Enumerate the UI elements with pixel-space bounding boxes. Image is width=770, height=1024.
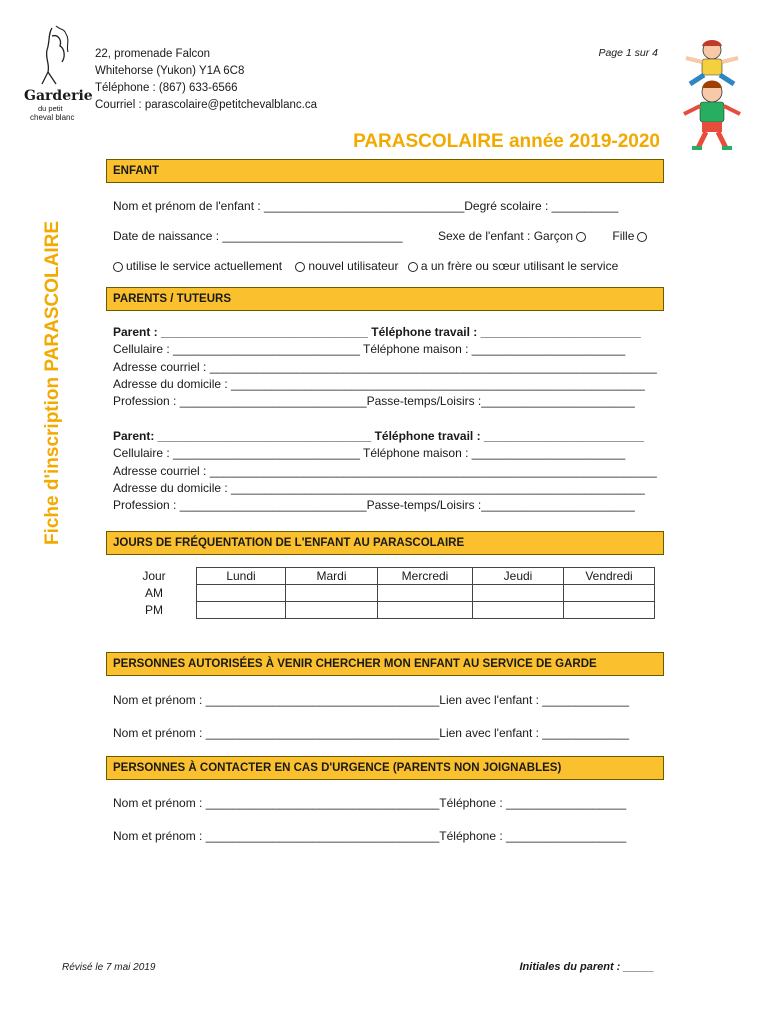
birth-date-field[interactable]: Date de naissance : ___________________________: [113, 229, 403, 243]
emergency-contact-2-field[interactable]: Nom et prénom : ___________________________________Téléphone : __________________: [113, 829, 627, 843]
sex-boy-label: Sexe de l'enfant : Garçon: [438, 229, 574, 243]
row-label-am: AM: [145, 586, 163, 600]
cell-jeudi-am[interactable]: [473, 585, 564, 602]
parent-2-name-field[interactable]: Parent: ________________________________ Téléphone travail : ________________________: [113, 429, 645, 443]
col-header-jeudi: Jeudi: [473, 568, 564, 585]
parent-2-block: [113, 428, 657, 514]
radio-new-user[interactable]: [295, 262, 305, 272]
parent-2-email-field[interactable]: Adresse courriel : ___________________________________________________________________: [113, 463, 657, 478]
option-sibling: a un frère ou sœur utilisant le service: [420, 259, 619, 273]
parent-2-cell-field[interactable]: Cellulaire : ____________________________ Téléphone maison : _______________________: [113, 446, 626, 461]
attendance-table: [112, 567, 655, 619]
daycare-logo: [20, 22, 93, 122]
parent-2-profession-field[interactable]: Profession : ____________________________Passe-temps/Loisirs :_______________________: [113, 498, 635, 513]
address-line: Téléphone : (867) 633-6566: [95, 82, 238, 94]
address-line: 22, promenade Falcon: [95, 48, 211, 60]
revision-date: Révisé le 7 mai 2019: [62, 962, 156, 973]
cell-jeudi-pm[interactable]: [473, 602, 564, 619]
table-row: [112, 585, 655, 602]
parent-initials-field[interactable]: Initiales du parent : _____: [519, 961, 654, 973]
sex-girl-label: Fille: [612, 229, 635, 243]
col-header-mardi: Mardi: [286, 568, 378, 585]
cell-mercredi-pm[interactable]: [378, 602, 473, 619]
radio-current-user[interactable]: [113, 262, 123, 272]
option-current-user: utilise le service actuellement: [126, 259, 283, 273]
col-header-lundi: Lundi: [197, 568, 286, 585]
section-header-authorized: PERSONNES AUTORISÉES À VENIR CHERCHER MON ENFANT AU SERVICE DE GARDE: [106, 652, 664, 676]
child-name-field[interactable]: Nom et prénom de l'enfant : ______________________________Degré scolaire : __________: [113, 199, 619, 213]
col-header-jour: Jour: [142, 569, 166, 583]
radio-sibling[interactable]: [408, 262, 418, 272]
cell-mardi-pm[interactable]: [286, 602, 378, 619]
cell-lundi-am[interactable]: [197, 585, 286, 602]
cell-vendredi-pm[interactable]: [564, 602, 655, 619]
authorized-person-2-field[interactable]: Nom et prénom : ___________________________________Lien avec l'enfant : _____________: [113, 726, 630, 740]
col-header-mercredi: Mercredi: [378, 568, 473, 585]
parent-1-profession-field[interactable]: Profession : ____________________________Passe-temps/Loisirs :_______________________: [113, 394, 635, 409]
parent-2-address-field[interactable]: Adresse du domicile : ______________________________________________________________: [113, 480, 645, 495]
cell-mercredi-am[interactable]: [378, 585, 473, 602]
row-label-pm: PM: [145, 603, 163, 617]
cell-vendredi-am[interactable]: [564, 585, 655, 602]
logo-text-garderie: Garderie: [24, 88, 93, 104]
address-line: Courriel : parascolaire@petitchevalblanc.ca: [95, 99, 317, 111]
cell-mardi-am[interactable]: [286, 585, 378, 602]
sex-field: [438, 229, 650, 243]
parent-1-name-field[interactable]: Parent : _______________________________ Téléphone travail : ________________________: [113, 325, 641, 339]
option-new-user: nouvel utilisateur: [308, 259, 399, 273]
cell-lundi-pm[interactable]: [197, 602, 286, 619]
parent-1-email-field[interactable]: Adresse courriel : ___________________________________________________________________: [113, 359, 657, 374]
parent-1-block: [113, 324, 657, 410]
logo-text-cheval-blanc: cheval blanc: [30, 113, 75, 122]
section-header-emergency: PERSONNES À CONTACTER EN CAS D'URGENCE (PARENTS NON JOIGNABLES): [106, 756, 664, 780]
authorized-person-1-field[interactable]: Nom et prénom : ___________________________________Lien avec l'enfant : _____________: [113, 693, 630, 707]
address-block: [95, 46, 317, 114]
form-title: PARASCOLAIRE année 2019-2020: [353, 131, 660, 152]
parent-1-address-field[interactable]: Adresse du domicile : ______________________________________________________________: [113, 376, 645, 391]
col-header-vendredi: Vendredi: [564, 568, 655, 585]
section-header-enfant: ENFANT: [106, 159, 664, 183]
section-header-parents: PARENTS / TUTEURS: [106, 287, 664, 311]
vertical-form-title: Fiche d'inscription PARASCOLAIRE: [42, 220, 63, 546]
radio-boy[interactable]: [576, 232, 586, 242]
radio-girl[interactable]: [637, 232, 647, 242]
page-number: Page 1 sur 4: [598, 47, 658, 59]
table-row: [112, 602, 655, 619]
parent-1-cell-field[interactable]: Cellulaire : ____________________________ Téléphone maison : _______________________: [113, 342, 626, 357]
logo-text-du-petit: du petit: [38, 104, 63, 113]
usage-options: [110, 259, 618, 273]
section-header-jours: JOURS DE FRÉQUENTATION DE L'ENFANT AU PARASCOLAIRE: [106, 531, 664, 555]
children-illustration: [668, 36, 750, 154]
emergency-contact-1-field[interactable]: Nom et prénom : ___________________________________Téléphone : __________________: [113, 796, 627, 810]
table-header-row: [112, 568, 655, 585]
address-line: Whitehorse (Yukon) Y1A 6C8: [95, 65, 245, 77]
